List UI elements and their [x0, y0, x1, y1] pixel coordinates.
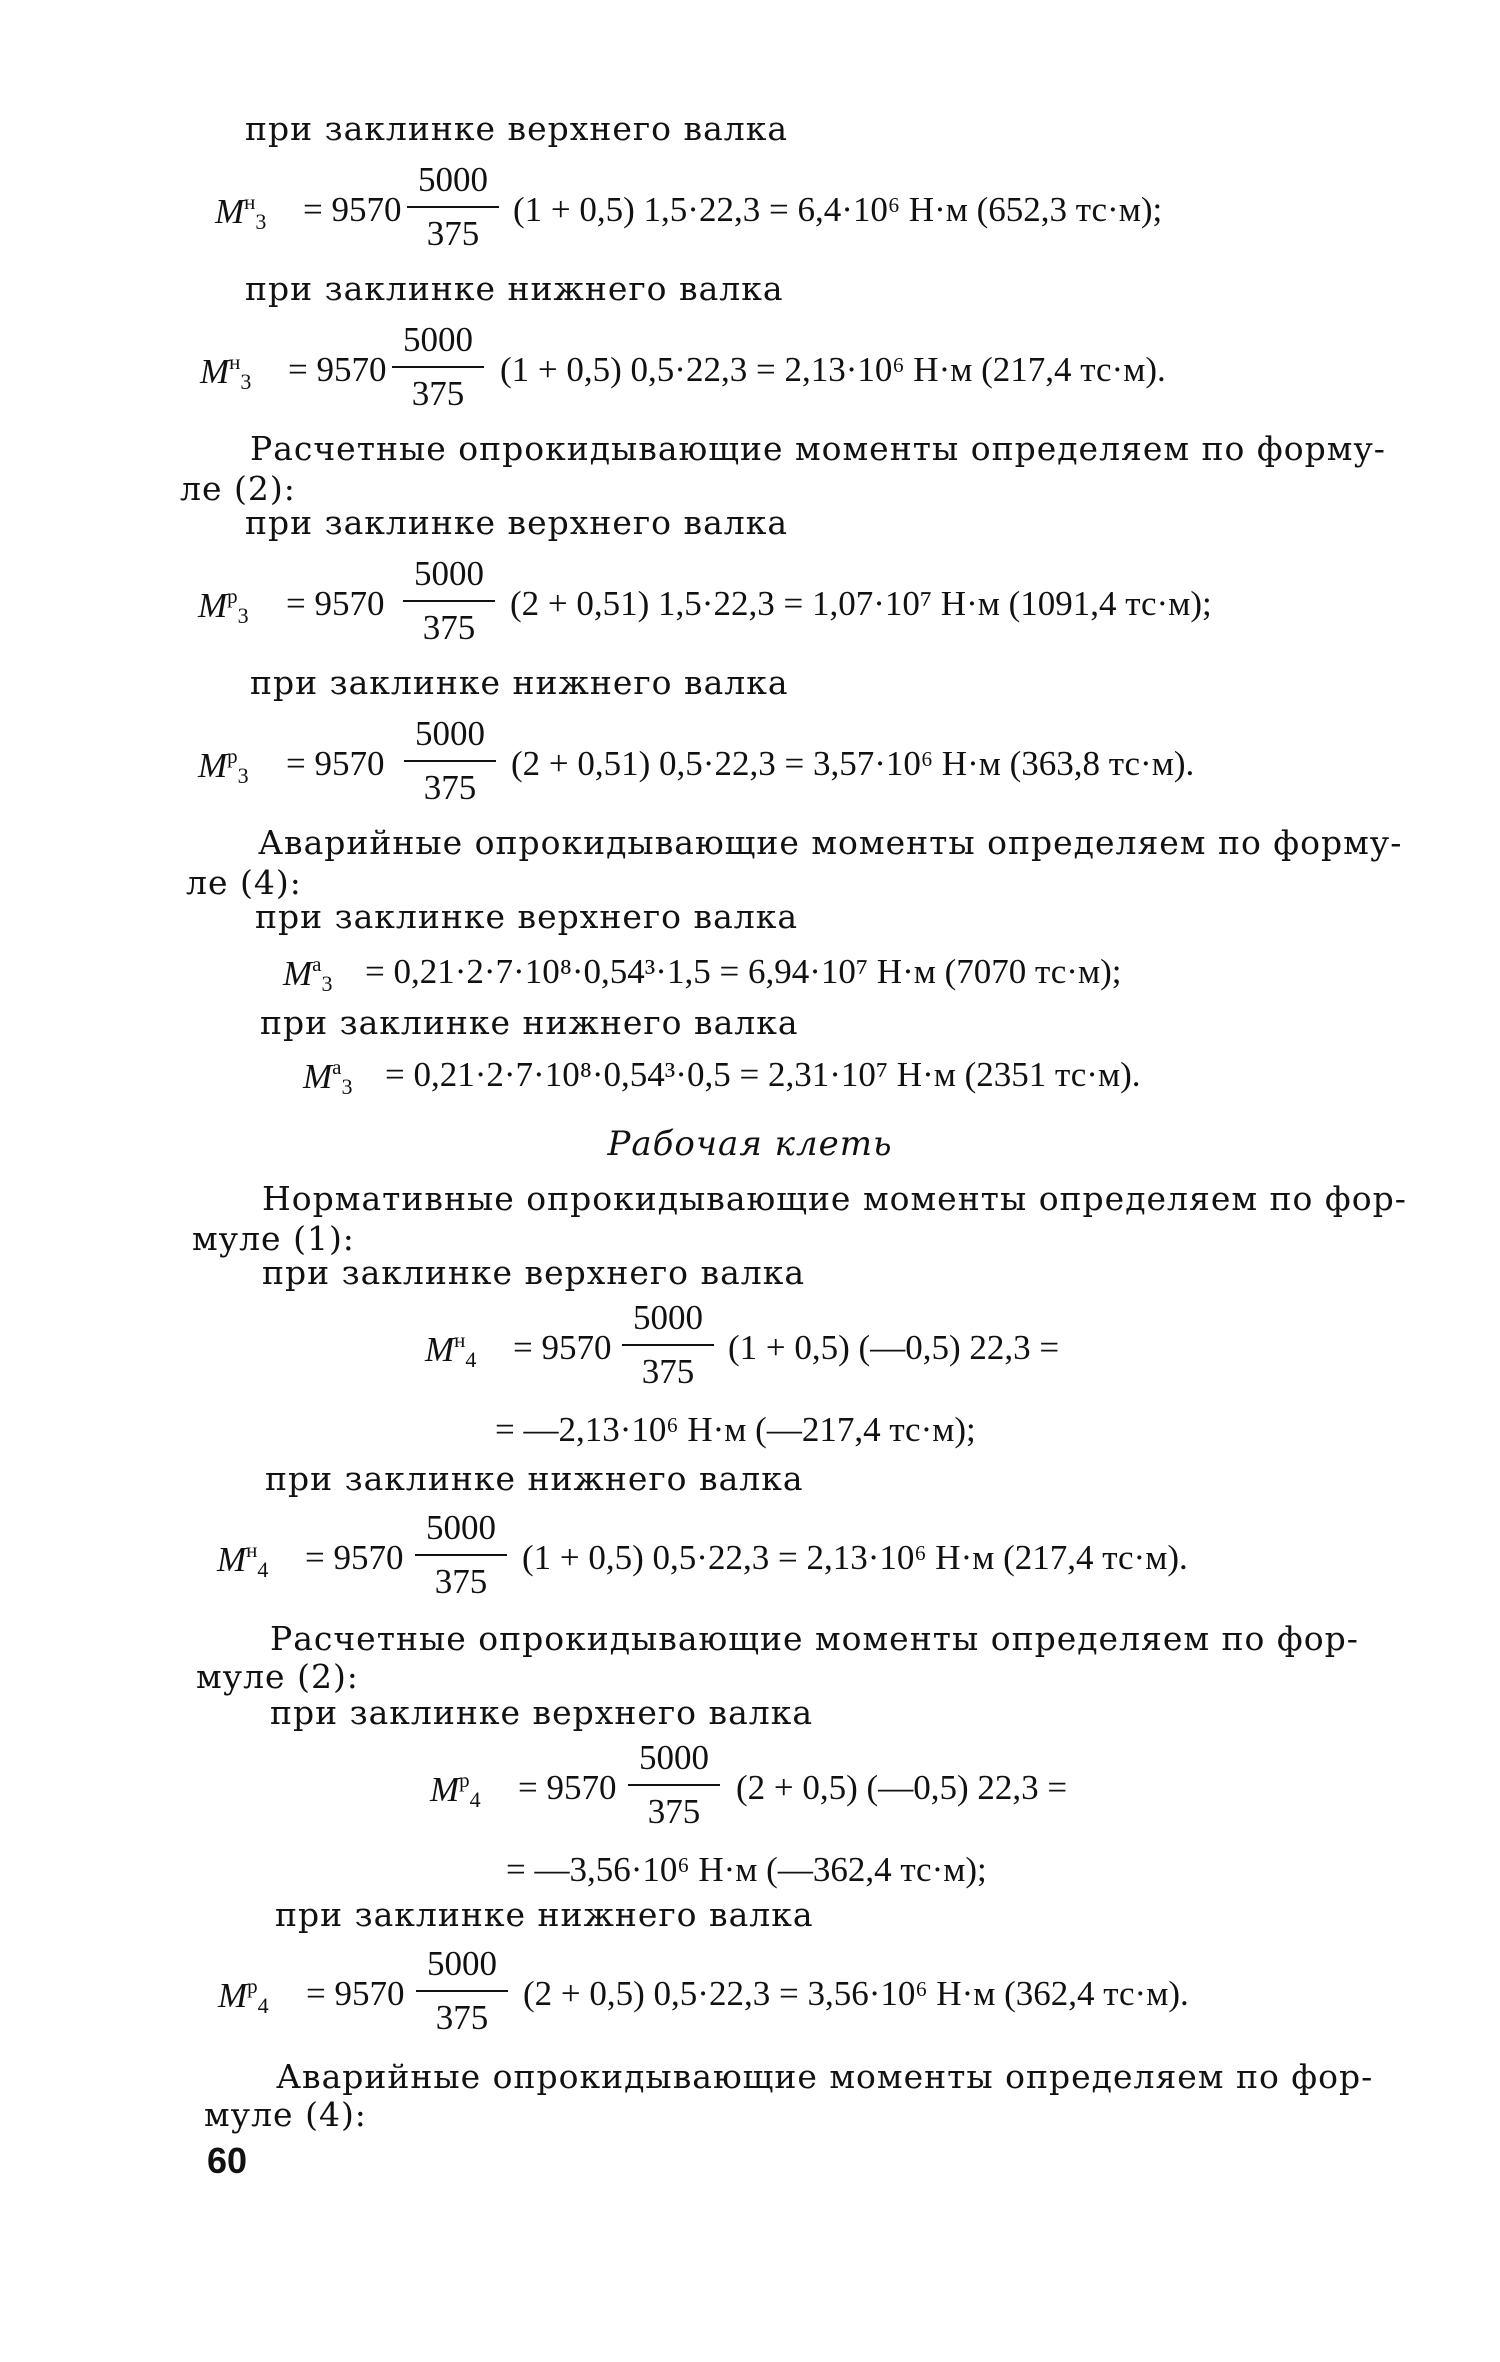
- condition-label: при заклинке нижнего валка: [275, 1895, 814, 1934]
- paragraph: муле (4):: [204, 2095, 367, 2134]
- condition-label: при заклинке верхнего валка: [270, 1693, 814, 1732]
- paragraph: муле (2):: [196, 1657, 359, 1696]
- paragraph: Аварийные опрокидывающие моменты определяем по форму-: [258, 823, 1403, 862]
- page-number: 60: [207, 2140, 248, 2181]
- condition-label: при заклинке нижнего валка: [260, 1003, 799, 1042]
- condition-label: при заклинке нижнего валка: [265, 1459, 804, 1498]
- condition-label: при заклинке верхнего валка: [245, 503, 789, 542]
- paragraph: ле (4):: [186, 863, 302, 902]
- condition-label: при заклинке верхнего валка: [255, 897, 799, 936]
- paragraph: муле (1):: [192, 1219, 355, 1258]
- condition-label: при заклинке верхнего валка: [245, 109, 789, 148]
- paragraph: Расчетные опрокидывающие моменты определяем по форму-: [250, 429, 1386, 468]
- paragraph: Нормативные опрокидывающие моменты определяем по фор-: [262, 1179, 1407, 1218]
- condition-label: при заклинке нижнего валка: [245, 269, 784, 308]
- paragraph: ле (2):: [180, 469, 296, 508]
- document-page: при заклинке верхнего валка $M^н_3$ = 9570 5000 375 (1 + 0,5) 1,5·22,3 = 6,4·10⁶ Н·м (652,3 тс·м); при заклинке нижнего валка $M^н_3$ = 9570 5000 375 (1 + 0,5) 0,5·22,3 = 2,13·10⁶ Н·м (217,4 тс·м). Расчетные опрокидывающие моменты определяем по форму- ле (2): при заклинке верхнего валка $M^р_3$ = 9570 5000 375 (2 + 0,51) 1,5·22,3 = 1,07·10⁷ Н·м (1091,4 тс·м); при заклинке нижнего валка $M^р_3$ = 9570 5000 375 (2 + 0,51) 0,5·22,3 = 3,57·10⁶ Н·м (363,8 тс·м). Аварийные опрокидывающие моменты определяем по форму- ле (4): при заклинке верхнего валка $M^а_3$ = 0,21·2·7·10⁸·0,54³·1,5 = 6,94·10⁷ Н·м (7070 тс·м); при заклинке нижнего валка $M^а_3$ = 0,21·2·7·10⁸·0,54³·0,5 = 2,31·10⁷ Н·м (2351 тс·м). Рабочая клеть Нормативные опрокидывающие моменты определяем по фор- муле (1): при заклинке верхнего валка $M^н_4$ = 9570 5000 375 (1 + 0,5) (—0,5) 22,3 = = —2,13·10⁶ Н·м (—217,4 тс·м); при заклинке нижнего валка $M^н_4$ = 9570 5000 375 (1 + 0,5) 0,5·22,3 = 2,13·10⁶ Н·м (217,4 тс·м). Расчетные опрокидывающие моменты определяем по фор- муле (2): при заклинке верхнего валка $M^р_4$ = 9570 5000 375 (2 + 0,5) (—0,5) 22,3 = = —3,56·10⁶ Н·м (—362,4 тс·м); при заклинке нижнего валка $M^р_4$ = 9570 5000 375 (2 + 0,5) 0,5·22,3 = 3,56·10⁶ Н·м (362,4 тс·м). Аварийные опрокидывающие моменты определяем по фор- муле (4): 60: [0, 0, 1500, 2362]
- paragraph: Расчетные опрокидывающие моменты определяем по фор-: [270, 1619, 1359, 1658]
- paragraph: Аварийные опрокидывающие моменты определяем по фор-: [276, 2057, 1374, 2096]
- condition-label: при заклинке нижнего валка: [250, 663, 789, 702]
- condition-label: при заклинке верхнего валка: [262, 1253, 806, 1292]
- section-heading: Рабочая клеть: [607, 1124, 893, 1164]
